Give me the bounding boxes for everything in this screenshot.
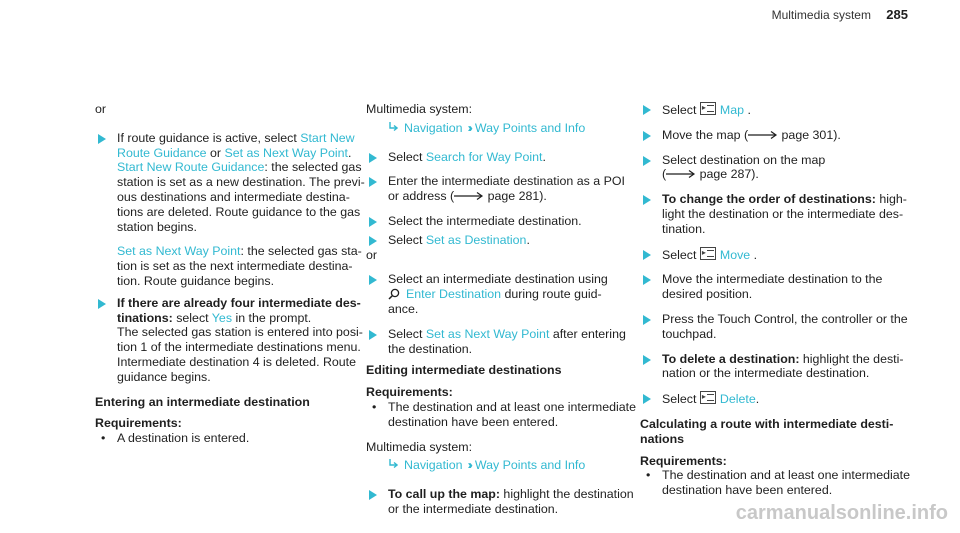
- link-yes[interactable]: Yes: [211, 310, 233, 325]
- step-arrow-icon: [369, 177, 377, 187]
- page-reference-arrow-icon: [454, 191, 484, 201]
- step-four-intermediate: If there are already four intermediate des- tinations: select Yes in the prompt. The selected gas station is entered into posi- tion 1 of the intermediate destinations menu. Intermediate destination 4 is deleted. Route guidance begins.: [95, 296, 350, 385]
- step-search-way-point: Select Search for Way Point.: [366, 150, 624, 165]
- step-select-delete: Select ▸Delete.: [640, 391, 890, 407]
- step-press-touch-control: Press the Touch Control, the controller or the touchpad.: [640, 312, 890, 342]
- step-arrow-icon: [98, 299, 106, 309]
- step-arrow-icon: [643, 195, 651, 205]
- step-select-intermediate: Select the intermediate destination.: [366, 214, 624, 229]
- step-call-up-map: To call up the map: highlight the destination or the intermediate destination.: [366, 487, 624, 517]
- step-arrow-icon: [369, 330, 377, 340]
- step-start-route-guidance: If route guidance is active, select Start New Route Guidance or Set as Next Way Point. Start New Route Guidance: the selected gas station is set as a new destination. The previ- ous destinations and intermediate destina- tions are deleted. Route guidance to the gas station begins. Set as Next Way Point: the selected gas sta- tion is set as the next intermediate destina- tion. Route guidance begins.: [95, 131, 350, 289]
- step-arrow-icon: [643, 250, 651, 260]
- menu-icon: [700, 391, 716, 404]
- return-arrow-icon: [388, 122, 398, 133]
- menu-icon: [700, 247, 716, 260]
- link-move[interactable]: Move: [719, 247, 751, 262]
- link-set-as-next-way-point-2[interactable]: Set as Next Way Point: [117, 244, 241, 259]
- column-right: [640, 102, 910, 498]
- step-change-order: To change the order of destinations: high- light the destination or the intermediate des- tination.: [640, 192, 890, 236]
- step-arrow-icon: [643, 315, 651, 325]
- page-reference-arrow-icon: [748, 130, 778, 140]
- step-enter-poi: Enter the intermediate destination as a POI or address ( page 281).: [366, 174, 624, 204]
- page-number: 285: [886, 7, 908, 22]
- link-start-new-route-guidance[interactable]: Start New Route Guidance: [117, 160, 265, 175]
- step-arrow-icon: [369, 236, 377, 246]
- step-arrow-icon: [98, 134, 106, 144]
- step-arrow-icon: [643, 355, 651, 365]
- step-arrow-icon: [369, 153, 377, 163]
- step-set-as-next-way-point: Select Set as Next Way Point after entering the destination.: [366, 327, 624, 357]
- link-start-new[interactable]: Start New: [300, 130, 355, 145]
- menu-way-points-and-info[interactable]: Way Points and Info: [474, 120, 586, 135]
- step-arrow-icon: [369, 490, 377, 500]
- link-set-as-next-way-point[interactable]: Set as Next Way Point: [224, 145, 348, 160]
- link-set-as-next-way-point-3[interactable]: Set as Next Way Point: [425, 326, 550, 341]
- double-chevron-icon: ››: [467, 120, 470, 135]
- page-header: [772, 8, 908, 23]
- step-select-map: Select ▸Map .: [640, 102, 890, 118]
- column-middle: [366, 102, 636, 517]
- or-text: or: [366, 247, 378, 262]
- section-title: Multimedia system: [771, 8, 871, 22]
- menu-navigation[interactable]: Navigation: [404, 120, 463, 135]
- watermark: carmanualsonline.info: [735, 502, 948, 525]
- double-chevron-icon: ››: [467, 458, 470, 473]
- step-arrow-icon: [369, 217, 377, 227]
- step-arrow-icon: [643, 105, 651, 115]
- multimedia-system-label: Multimedia system:: [366, 102, 473, 116]
- menu-navigation[interactable]: Navigation: [404, 458, 463, 473]
- requirement-item: • The destination and at least one intermediate destination have been entered.: [372, 399, 636, 429]
- step-set-as-destination: Select Set as Destination.: [366, 233, 624, 248]
- link-map[interactable]: Map: [719, 103, 744, 117]
- step-arrow-icon: [369, 275, 377, 285]
- requirements-label: Requirements:: [366, 385, 453, 400]
- step-arrow-icon: [643, 131, 651, 141]
- menu-path: [366, 121, 624, 136]
- step-enter-destination: Select an intermediate destination using Enter Destination during route guid- ance.: [366, 272, 624, 316]
- requirements-label: Requirements:: [95, 416, 182, 431]
- requirements-label: Requirements:: [640, 453, 727, 468]
- step-arrow-icon: [643, 275, 651, 285]
- return-arrow-icon: [388, 459, 398, 470]
- step-move-intermediate: Move the intermediate destination to the desired position.: [640, 272, 890, 302]
- search-icon: [388, 288, 400, 300]
- menu-way-points-and-info[interactable]: Way Points and Info: [474, 458, 586, 473]
- multimedia-system-label: Multimedia system:: [366, 439, 473, 454]
- heading-editing-intermediate: Editing intermediate destinations: [366, 363, 562, 378]
- step-arrow-icon: [643, 156, 651, 166]
- page-reference-arrow-icon: [666, 169, 696, 179]
- link-enter-destination[interactable]: Enter Destination: [406, 287, 502, 302]
- step-arrow-icon: [643, 394, 651, 404]
- heading-calculating-route-2: nations: [640, 431, 685, 446]
- heading-calculating-route: Calculating a route with intermediate desti-: [640, 416, 894, 431]
- menu-icon: [700, 102, 716, 115]
- column-left: [95, 102, 365, 446]
- requirement-item: • The destination and at least one intermediate destination have been entered.: [646, 468, 910, 498]
- link-search-for-way-point[interactable]: Search for Way Point: [425, 149, 543, 164]
- step-move-map: Move the map ( page 301).: [640, 128, 890, 143]
- link-delete[interactable]: Delete: [719, 392, 756, 407]
- requirement-item: • A destination is entered.: [101, 431, 250, 446]
- step-select-move: Select ▸Move .: [640, 247, 890, 263]
- or-text: or: [95, 102, 107, 116]
- step-select-destination-on-map: Select destination on the map ( page 287).: [640, 153, 890, 183]
- link-route-guidance[interactable]: Route Guidance: [117, 145, 207, 160]
- menu-path: [366, 458, 624, 473]
- step-delete-destination: To delete a destination: highlight the desti- nation or the intermediate destination.: [640, 352, 890, 382]
- link-set-as-destination[interactable]: Set as Destination: [425, 232, 527, 247]
- heading-entering-intermediate: Entering an intermediate destination: [95, 394, 310, 409]
